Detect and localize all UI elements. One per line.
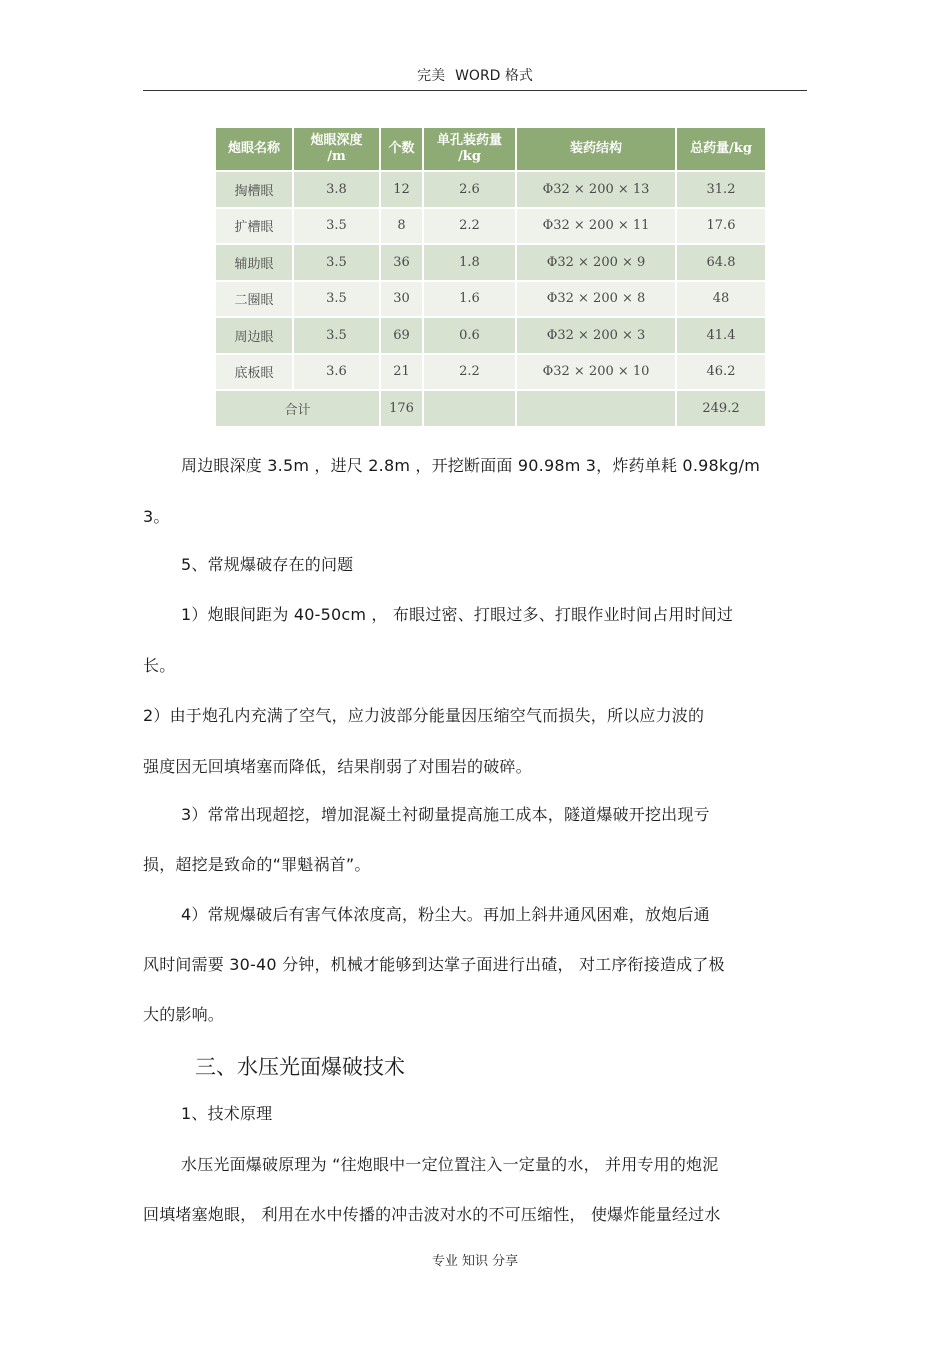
cell-count: 36 xyxy=(381,243,424,280)
cell-total-charge: 64.8 xyxy=(677,243,765,280)
cell-name: 底板眼 xyxy=(216,353,294,390)
cell-total-charge: 46.2 xyxy=(677,353,765,390)
cell-structure: Φ32 × 200 × 8 xyxy=(517,280,677,317)
paragraph-line: 水压光面爆破原理为 “往炮眼中一定位置注入一定量的水， 并用专用的炮泥 xyxy=(181,1155,719,1174)
cell-name: 二圈眼 xyxy=(216,280,294,317)
cell-count: 8 xyxy=(381,207,424,244)
cell-total-charge: 31.2 xyxy=(677,170,765,207)
paragraph-line: 长。 xyxy=(143,656,176,675)
section-subheading: 5、常规爆破存在的问题 xyxy=(181,555,354,574)
cell-total-charge: 17.6 xyxy=(677,207,765,244)
cell-name: 掏槽眼 xyxy=(216,170,294,207)
paragraph-line: 3）常常出现超挖，增加混凝土衬砌量提高施工成本，隧道爆破开挖出现亏 xyxy=(181,805,710,824)
total-label: 合计 xyxy=(216,389,381,426)
section-heading: 三、水压光面爆破技术 xyxy=(195,1055,405,1079)
cell-total-charge: 41.4 xyxy=(677,316,765,353)
col-header-name: 炮眼名称 xyxy=(216,128,294,170)
cell-depth: 3.6 xyxy=(294,353,381,390)
cell-structure: Φ32 × 200 × 13 xyxy=(517,170,677,207)
cell-count: 21 xyxy=(381,353,424,390)
table-row xyxy=(216,353,765,390)
cell-unit-charge: 2.2 xyxy=(424,353,517,390)
total-empty-cell xyxy=(517,389,677,426)
cell-unit-charge: 1.8 xyxy=(424,243,517,280)
paragraph-line: 大的影响。 xyxy=(143,1005,225,1024)
col-header-structure: 装药结构 xyxy=(517,128,677,170)
table-row xyxy=(216,243,765,280)
table-row xyxy=(216,316,765,353)
paragraph-line: 损，超挖是致命的“罪魁祸首”。 xyxy=(143,855,371,874)
col-header-unit-charge: 单孔装药量 /kg xyxy=(424,128,517,170)
cell-count: 69 xyxy=(381,316,424,353)
col-header-count: 个数 xyxy=(381,128,424,170)
cell-depth: 3.5 xyxy=(294,207,381,244)
paragraph-line: 回填堵塞炮眼， 利用在水中传播的冲击波对水的不可压缩性， 使爆炸能量经过水 xyxy=(143,1205,721,1224)
cell-unit-charge: 2.2 xyxy=(424,207,517,244)
cell-unit-charge: 2.6 xyxy=(424,170,517,207)
header-left-text: 完美 xyxy=(417,68,446,84)
cell-name: 周边眼 xyxy=(216,316,294,353)
cell-name: 辅助眼 xyxy=(216,243,294,280)
cell-depth: 3.5 xyxy=(294,316,381,353)
paragraph-line: 周边眼深度 3.5m ，进尺 2.8m ，开挖断面面 90.98m 3，炸药单耗 0.98kg/m xyxy=(181,456,761,475)
paragraph-line: 1）炮眼间距为 40-50cm ， 布眼过密、打眼过多、打眼作业时间占用时间过 xyxy=(181,605,734,624)
table-total-row xyxy=(216,389,765,426)
cell-depth: 3.8 xyxy=(294,170,381,207)
col-header-depth: 炮眼深度 /m xyxy=(294,128,381,170)
section-subheading: 1、技术原理 xyxy=(181,1104,273,1123)
total-charge-sum: 249.2 xyxy=(677,389,765,426)
table-row xyxy=(216,280,765,317)
header-right-text: WORD 格式 xyxy=(455,68,533,84)
cell-count: 12 xyxy=(381,170,424,207)
cell-depth: 3.5 xyxy=(294,280,381,317)
cell-structure: Φ32 × 200 × 3 xyxy=(517,316,677,353)
cell-depth: 3.5 xyxy=(294,243,381,280)
page-footer: 专业 知识 分享 xyxy=(431,1254,519,1269)
cell-structure: Φ32 × 200 × 9 xyxy=(517,243,677,280)
table-row xyxy=(216,170,765,207)
page-header xyxy=(143,66,807,91)
col-header-total-charge: 总药量/kg xyxy=(677,128,765,170)
paragraph-line: 强度因无回填堵塞而降低，结果削弱了对围岩的破碎。 xyxy=(143,757,532,776)
cell-name: 扩槽眼 xyxy=(216,207,294,244)
cell-structure: Φ32 × 200 × 11 xyxy=(517,207,677,244)
cell-unit-charge: 0.6 xyxy=(424,316,517,353)
table-row xyxy=(216,207,765,244)
table-header-row xyxy=(216,128,765,170)
cell-count: 30 xyxy=(381,280,424,317)
cell-total-charge: 48 xyxy=(677,280,765,317)
paragraph-line: 4）常规爆破后有害气体浓度高，粉尘大。再加上斜井通风困难，放炮后通 xyxy=(181,905,710,924)
total-empty-cell xyxy=(424,389,517,426)
charge-table xyxy=(216,128,765,426)
paragraph-line: 3。 xyxy=(143,507,170,526)
cell-unit-charge: 1.6 xyxy=(424,280,517,317)
total-count: 176 xyxy=(381,389,424,426)
paragraph-line: 2）由于炮孔内充满了空气，应力波部分能量因压缩空气而损失，所以应力波的 xyxy=(143,706,705,725)
cell-structure: Φ32 × 200 × 10 xyxy=(517,353,677,390)
paragraph-line: 风时间需要 30-40 分钟，机械才能够到达掌子面进行出碴， 对工序衔接造成了极 xyxy=(143,955,725,974)
